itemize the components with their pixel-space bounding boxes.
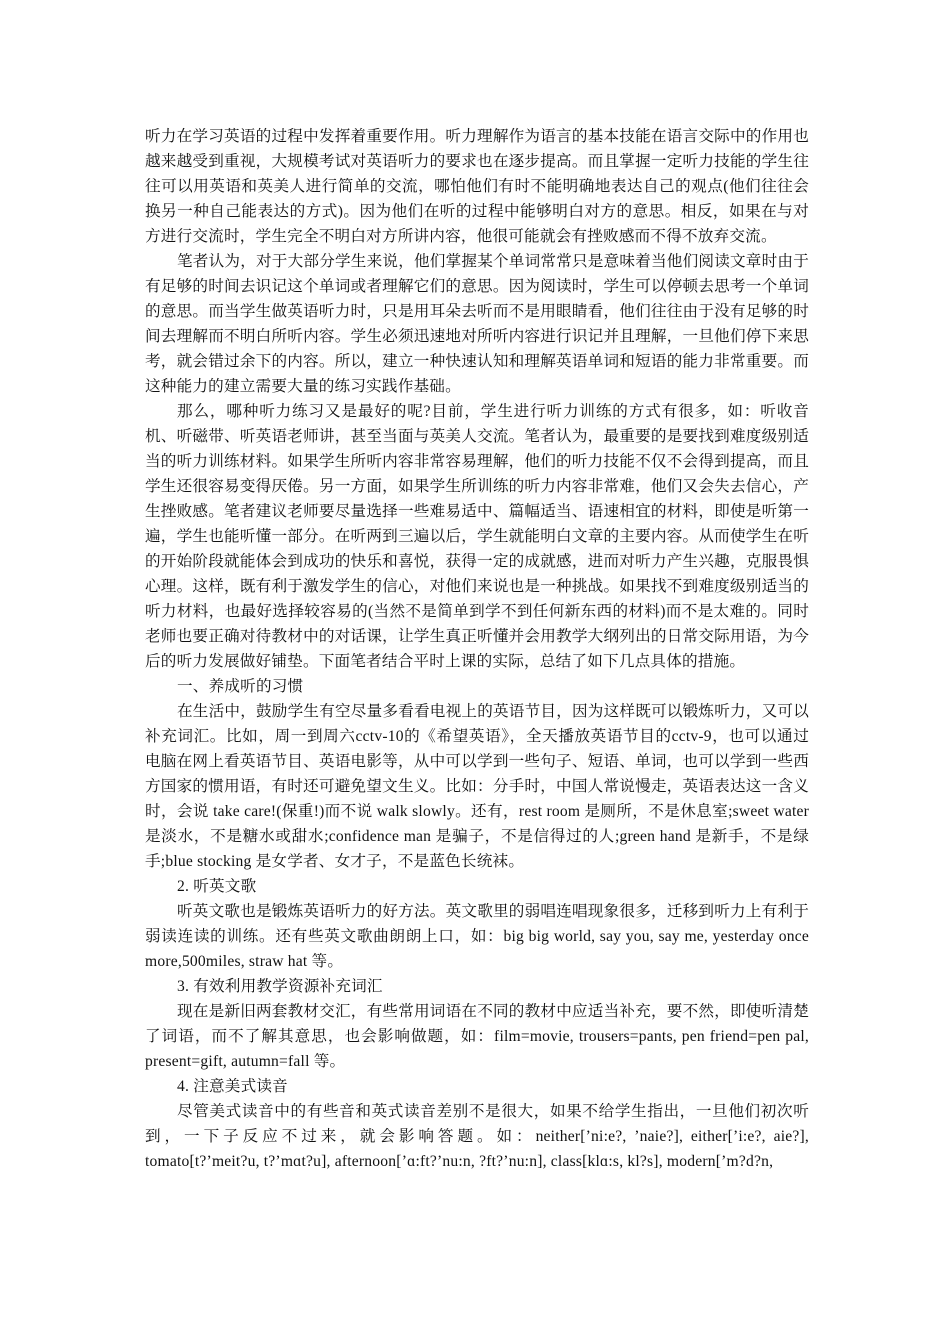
- paragraph-intro: 听力在学习英语的过程中发挥着重要作用。听力理解作为语言的基本技能在语言交际中的作用也越来越受到重视，大规模考试对英语听力的要求也在逐步提高。而且掌握一定听力技能的学生往往可以用英语和英美人进行简单的交流，哪怕他们有时不能明确地表达自己的观点(他们往往会换另一种自己能表达的方式)。因为他们在听的过程中能够明白对方的意思。相反，如果在与对方进行交流时，学生完全不明白对方所讲内容，他很可能就会有挫败感而不得不放弃交流。: [145, 128, 809, 245]
- document-body: [145, 124, 809, 1174]
- paragraph-vocabulary: 现在是新旧两套教材交汇，有些常用词语在不同的教材中应适当补充，要不然，即使听清楚了词语，而不了解其意思，也会影响做题，如：film=movie, trousers=pants, pen friend=pen pal, present=gift, autumn=fall 等。: [145, 1003, 809, 1070]
- section-heading-vocabulary: 3. 有效利用教学资源补充词汇: [177, 978, 383, 995]
- paragraph-best-practice: 那么，哪种听力练习又是最好的呢?目前，学生进行听力训练的方式有很多，如：听收音机、听磁带、听英语老师讲，甚至当面与英美人交流。笔者认为，最重要的是要找到难度级别适当的听力训练材料。如果学生所听内容非常容易理解，他们的听力技能不仅不会得到提高，而且学生还很容易变得厌倦。另一方面，如果学生所训练的听力内容非常难，他们又会失去信心，产生挫败感。笔者建议老师要尽量选择一些难易适中、篇幅适当、语速相宜的材料，即使是听第一遍，学生也能听懂一部分。在听两到三遍以后，学生就能明白文章的主要内容。从而使学生在听的开始阶段就能体会到成功的快乐和喜悦，获得一定的成就感，进而对听力产生兴趣，克服畏惧心理。这样，既有利于激发学生的信心，对他们来说也是一种挑战。如果找不到难度级别适当的听力材料，也最好选择较容易的(当然不是简单到学不到任何新东西的材料)而不是太难的。同时老师也要正确对待教材中的对话课，让学生真正听懂并会用教学大纲列出的日常交际用语，为今后的听力发展做好铺垫。下面笔者结合平时上课的实际，总结了如下几点具体的措施。: [145, 403, 809, 670]
- paragraph-author-view: 笔者认为，对于大部分学生来说，他们掌握某个单词常常只是意味着当他们阅读文章时由于有足够的时间去识记这个单词或者理解它们的意思。因为阅读时，学生可以停顿去思考一个单词的意思。而当学生做英语听力时，只是用耳朵去听而不是用眼睛看，他们往往由于没有足够的时间去理解而不明白所听内容。学生必须迅速地对所听内容进行识记并且理解，一旦他们停下来思考，就会错过余下的内容。所以，建立一种快速认知和理解英语单词和短语的能力非常重要。而这种能力的建立需要大量的练习实践作基础。: [145, 253, 809, 395]
- paragraph-songs: 听英文歌也是锻炼英语听力的好方法。英文歌里的弱唱连唱现象很多，迁移到听力上有利于弱读连读的训练。还有些英文歌曲朗朗上口，如：big big world, say you, say me, yesterday once more,500miles, straw hat 等。: [145, 903, 809, 970]
- section-heading-songs: 2. 听英文歌: [177, 878, 257, 895]
- section-heading-habit: 一、养成听的习惯: [177, 678, 304, 695]
- paragraph-habit: 在生活中，鼓励学生有空尽量多看看电视上的英语节目，因为这样既可以锻炼听力，又可以补充词汇。比如，周一到周六cctv-10的《希望英语》，全天播放英语节目的cctv-9，也可以通过电脑在网上看英语节目、英语电影等，从中可以学到一些句子、短语、单词，也可以学到一些西方国家的惯用语，有时还可避免望文生义。比如：分手时，中国人常说慢走，英语表达这一含义时，会说 take care!(保重!)而不说 walk slowly。还有，rest room 是厕所，不是休息室;sweet water 是淡水，不是糖水或甜水;confidence man 是骗子，不是信得过的人;green hand 是新手，不是绿手;blue stocking 是女学者、女才子，不是蓝色长统袜。: [145, 703, 809, 870]
- paragraph-american-pronunciation: 尽管美式读音中的有些音和英式读音差别不是很大，如果不给学生指出，一旦他们初次听到，一下子反应不过来，就会影响答题。如：neither[’ni:e?, ’naie?], either[’i:e?, aie?], tomato[t?’meit?u, t?’mɑt?u], afternoon[’ɑ:ft?’nu:n, ?ft?’nu:n], class[klɑ:s, kl?s], modern[’m?d?n,: [145, 1103, 809, 1170]
- section-heading-american-pronunciation: 4. 注意美式读音: [177, 1078, 288, 1095]
